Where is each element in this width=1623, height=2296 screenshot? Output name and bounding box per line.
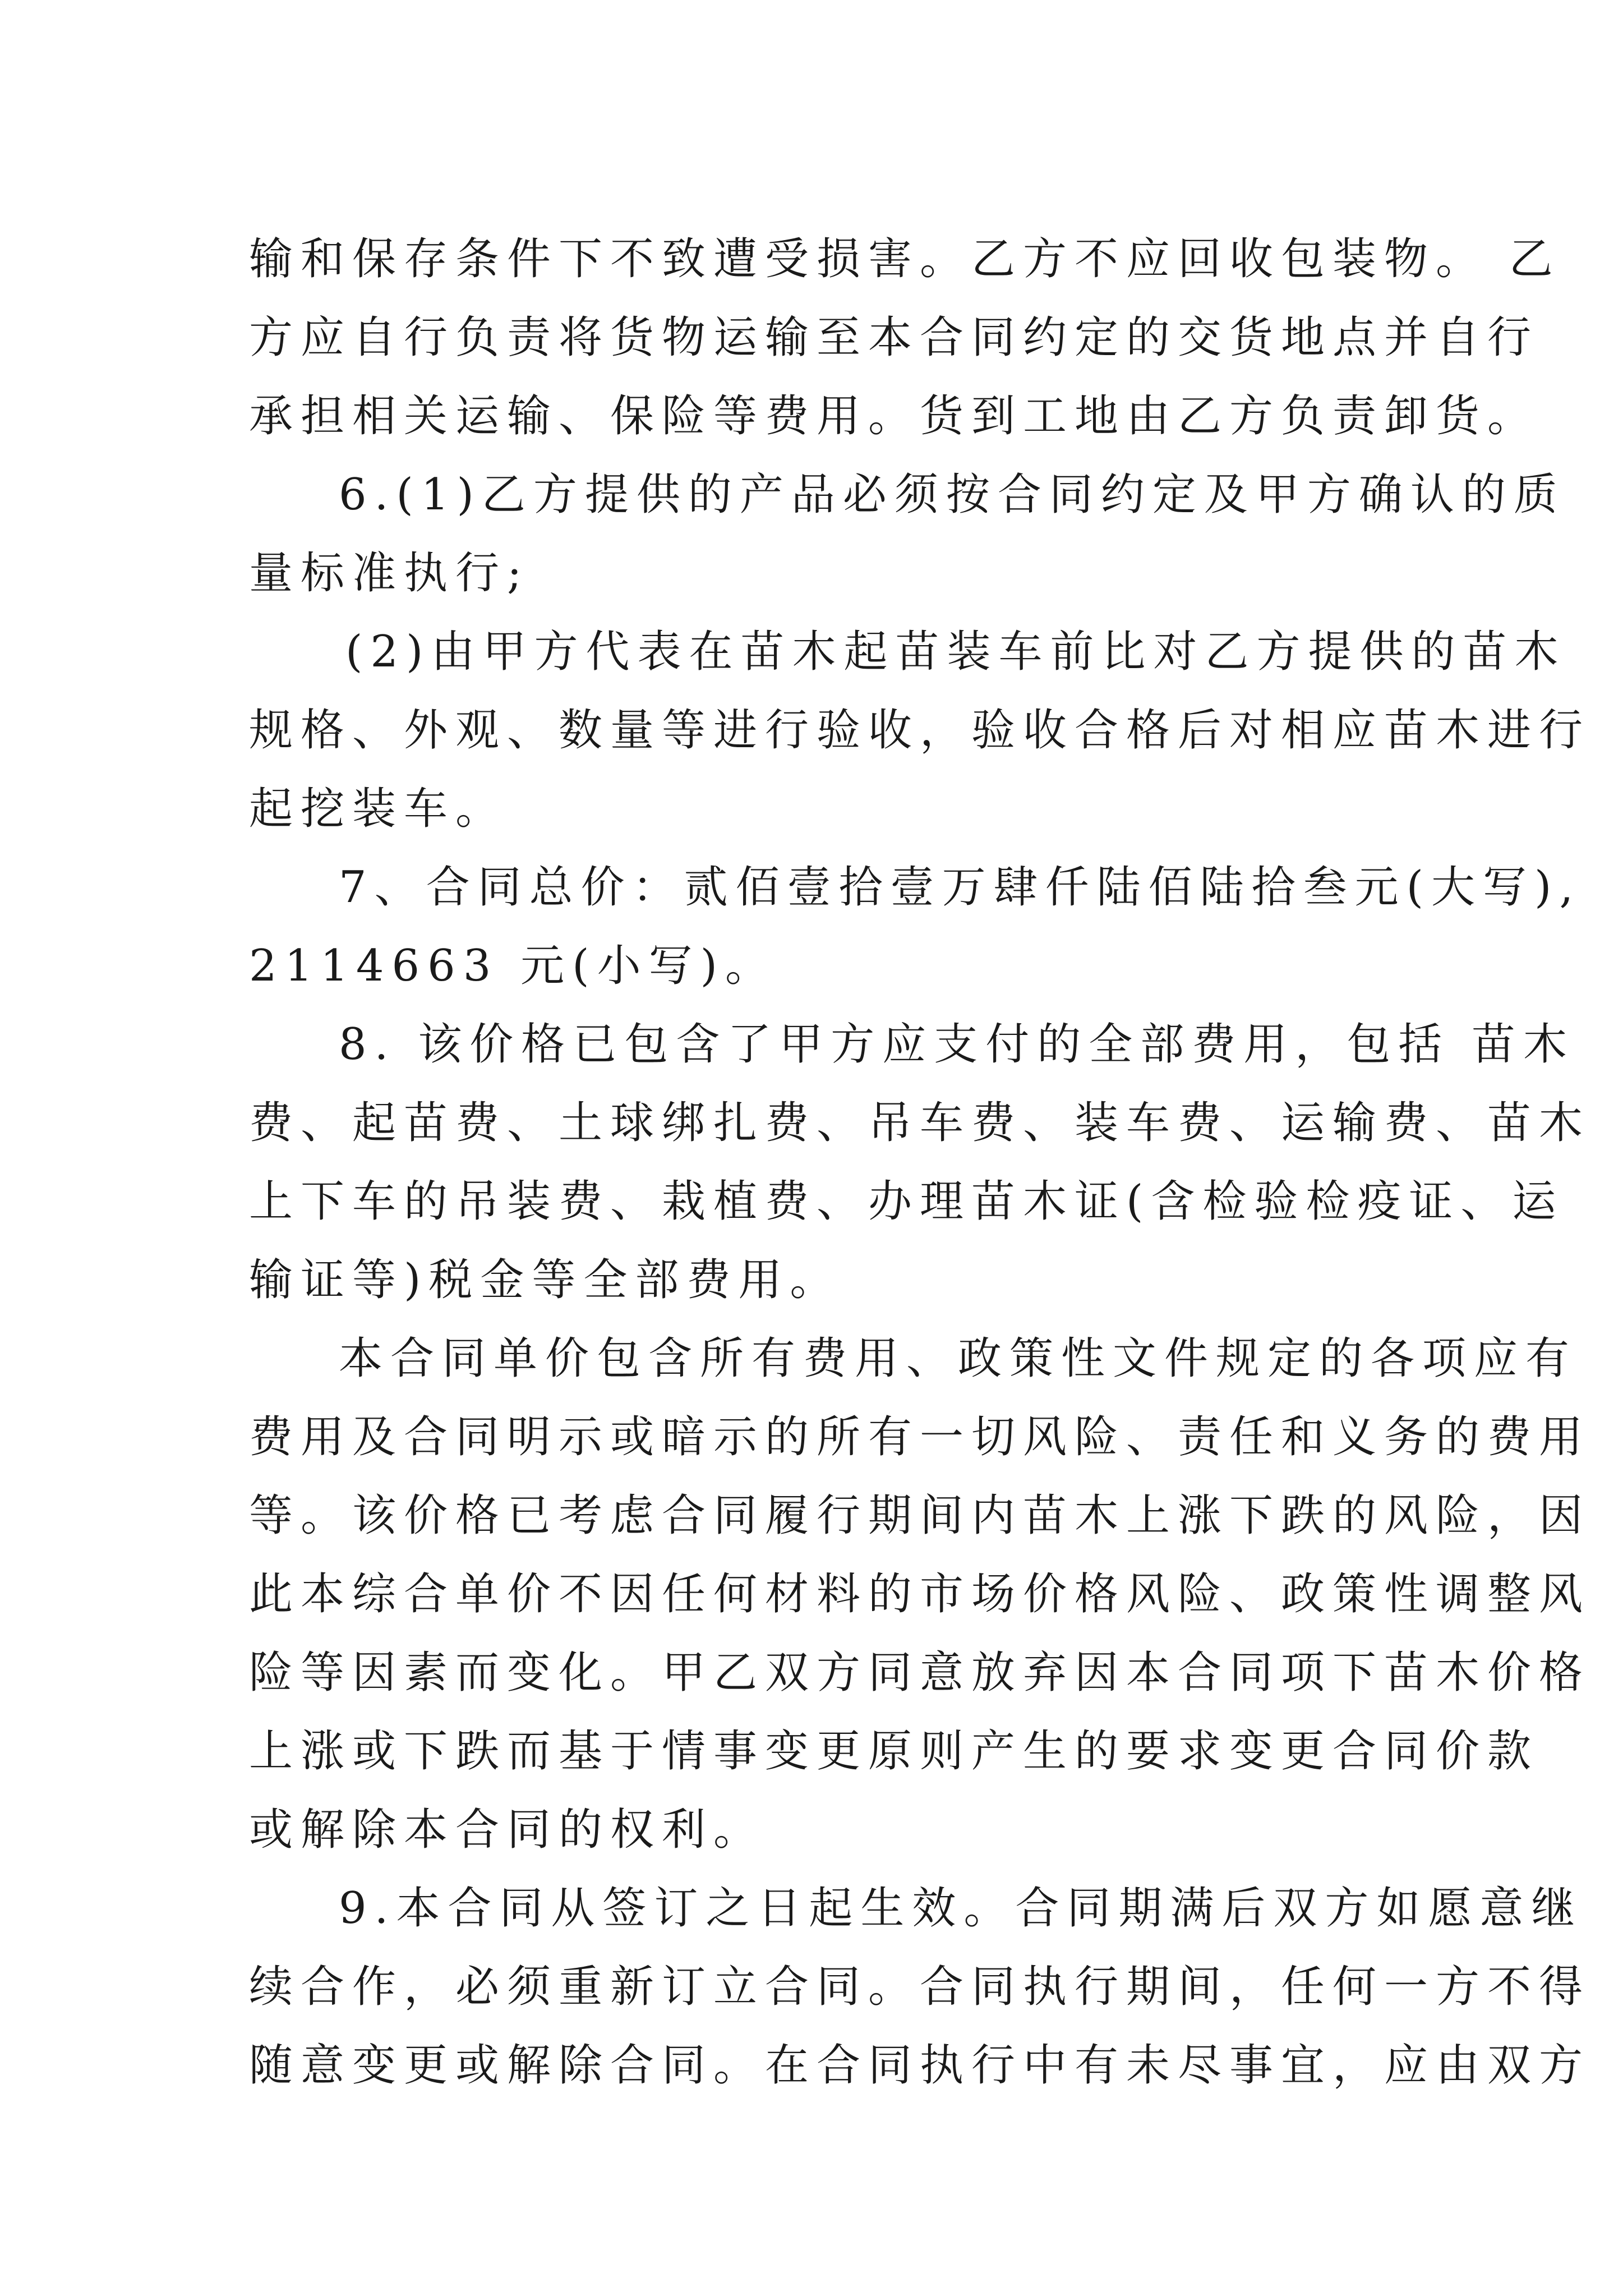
text-line: 续合作，必须重新订立合同。合同执行期间，任何一方不得 xyxy=(249,1962,1591,2012)
text-line: 上涨或下跌而基于情事变更原则产生的要求变更合同价款 xyxy=(249,1726,1539,1777)
clause-9-line: 9.本合同从签订之日起生效。合同期满后双方如愿意继 xyxy=(339,1883,1583,1934)
clause-8-line: 8. 该价格已包含了甲方应支付的全部费用，包括 苗木 xyxy=(339,1019,1575,1070)
text-line: 规格、外观、数量等进行验收，验收合格后对相应苗木进行 xyxy=(249,705,1591,756)
paragraph-unit-price-line: 本合同单价包含所有费用、政策性文件规定的各项应有 xyxy=(339,1333,1578,1384)
text-line: 等。该价格已考虑合同履行期间内苗木上涨下跌的风险，因 xyxy=(249,1490,1591,1541)
clause-6-1-line: 6.(1)乙方提供的产品必须按合同约定及甲方确认的质 xyxy=(339,470,1565,520)
text-line: 输证等)税金等全部费用。 xyxy=(249,1255,842,1305)
text-line: 输和保存条件下不致遭受损害。乙方不应回收包装物。 乙 xyxy=(249,234,1561,284)
text-line: 方应自行负责将货物运输至本合同约定的交货地点并自行 xyxy=(249,312,1539,363)
text-line: 2114663 元(小写)。 xyxy=(249,941,777,991)
text-line: 费用及合同明示或暗示的所有一切风险、责任和义务的费用 xyxy=(249,1412,1591,1462)
text-line: 费、起苗费、土球绑扎费、吊车费、装车费、运输费、苗木 xyxy=(249,1098,1591,1148)
text-line: 承担相关运输、保险等费用。货到工地由乙方负责卸货。 xyxy=(249,391,1539,441)
text-line: 此本综合单价不因任何材料的市场价格风险、政策性调整风 xyxy=(249,1569,1591,1619)
text-line: 量标准执行; xyxy=(249,548,530,599)
text-line: 险等因素而变化。甲乙双方同意放弃因本合同项下苗木价格 xyxy=(249,1648,1591,1698)
text-line: 上下车的吊装费、栽植费、办理苗木证(含检验检疫证、运 xyxy=(249,1176,1564,1227)
clause-6-2-line: (2)由甲方代表在苗木起苗装车前比对乙方提供的苗木 xyxy=(345,627,1566,677)
text-line: 随意变更或解除合同。在合同执行中有未尽事宜，应由双方 xyxy=(249,2040,1591,2091)
document-body xyxy=(249,220,1591,2105)
text-line: 起挖装车。 xyxy=(249,784,508,834)
text-line: 或解除本合同的权利。 xyxy=(249,1805,766,1855)
clause-7-line: 7、合同总价：贰佰壹拾壹万肆仟陆佰陆拾叁元(大写), xyxy=(339,862,1581,913)
